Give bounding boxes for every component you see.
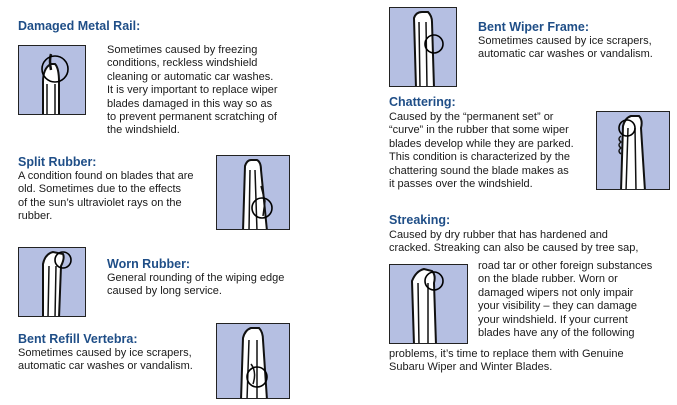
heading-streaking: Streaking: (389, 213, 451, 227)
body-bent-refill-vertebra: Sometimes caused by ice scrapers, automatic car washes or vandalism. (18, 347, 193, 373)
heading-damaged-metal-rail: Damaged Metal Rail: (18, 19, 141, 33)
worn-rubber-illustration (18, 247, 86, 317)
body-streaking-end: problems, it’s time to replace them with Genuine Subaru Wiper and Winter Blades. (389, 348, 624, 374)
streaking-illustration (389, 264, 468, 344)
body-streaking-wrap: road tar or other foreign substances on the blade rubber. Worn or damaged wipers not only impair your visibility – they can damage your windshield. If your current blades have any of the following (478, 260, 653, 340)
body-bent-wiper-frame: Sometimes caused by ice scrapers, automatic car washes or vandalism. (478, 35, 653, 61)
heading-split-rubber: Split Rubber: (18, 155, 97, 169)
heading-chattering: Chattering: (389, 95, 456, 109)
chattering-illustration (596, 111, 670, 190)
bent-frame-illustration (389, 7, 457, 87)
heading-worn-rubber: Worn Rubber: (107, 257, 191, 271)
damaged-rail-illustration (18, 45, 86, 115)
heading-bent-refill-vertebra: Bent Refill Vertebra: (18, 332, 138, 346)
split-rubber-illustration (216, 155, 290, 230)
body-streaking-intro: Caused by dry rubber that has hardened and cracked. Streaking can also be caused by tree sap, (389, 229, 639, 255)
bent-vertebra-illustration (216, 323, 290, 399)
body-chattering: Caused by the “permanent set” or “curve” in the rubber that some wiper blades develop while they are parked. This condition is characterized by the chattering sound the blade makes as it passes over the windshield. (389, 111, 574, 191)
body-worn-rubber: General rounding of the wiping edge caused by long service. (107, 272, 285, 298)
body-split-rubber: A condition found on blades that are old. Sometimes due to the effects of the sun’s ultraviolet rays on the rubber. (18, 170, 194, 223)
heading-bent-wiper-frame: Bent Wiper Frame: (478, 20, 590, 34)
body-damaged-metal-rail: Sometimes caused by freezing conditions, reckless windshield cleaning or automatic car washes. It is very important to replace wiper blades damaged in this way so as to prevent permanent scratching of the windshield. (107, 44, 278, 137)
